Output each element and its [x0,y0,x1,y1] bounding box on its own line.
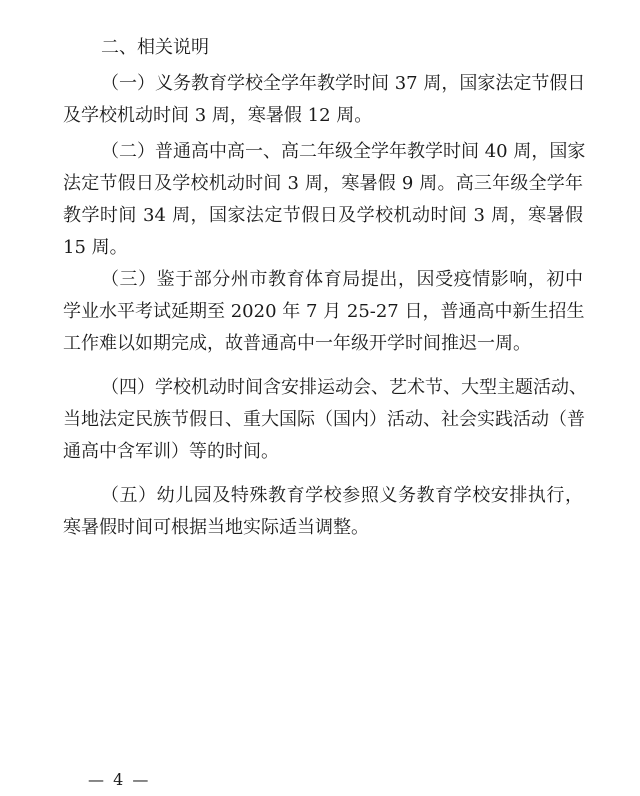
paragraph-line: （三）鉴于部分州市教育体育局提出，因受疫情影响，初中 [101,269,583,290]
paragraph-line: （一）义务教育学校全学年教学时间 37 周，国家法定节假日 [101,73,586,94]
paragraph-line: 法定节假日及学校机动时间 3 周，寒暑假 9 周。高三年级全学年 [63,173,583,194]
paragraph-line: 当地法定民族节假日、重大国际（国内）活动、社会实践活动（普 [63,409,585,430]
paragraph-3 [63,264,583,360]
paragraph-line: 寒暑假时间可根据当地实际适当调整。 [63,517,369,538]
page-number: — 4 — [88,770,151,789]
paragraph-line: 学业水平考试延期至 2020 年 7 月 25-27 日，普通高中新生招生 [63,301,585,322]
paragraph-line: （五）幼儿园及特殊教育学校参照义务教育学校安排执行， [101,485,583,506]
paragraph-line: 工作难以如期完成，故普通高中一年级开学时间推迟一周。 [63,333,531,354]
paragraph-5 [63,480,583,544]
paragraph-2 [63,136,586,264]
paragraph-line: 通高中含军训）等的时间。 [63,441,279,462]
paragraph-line: 15 周。 [63,237,128,258]
paragraph-line: （四）学校机动时间含安排运动会、艺术节、大型主题活动、 [101,377,587,398]
paragraph-line: （二）普通高中高一、高二年级全学年教学时间 40 周，国家 [101,141,586,162]
paragraph-4 [63,372,587,468]
paragraph-line: 及学校机动时间 3 周，寒暑假 12 周。 [63,105,373,126]
paragraph-1 [63,68,586,132]
section-heading: 二、相关说明 [101,37,209,58]
paragraph-line: 教学时间 34 周，国家法定节假日及学校机动时间 3 周，寒暑假 [63,205,583,226]
